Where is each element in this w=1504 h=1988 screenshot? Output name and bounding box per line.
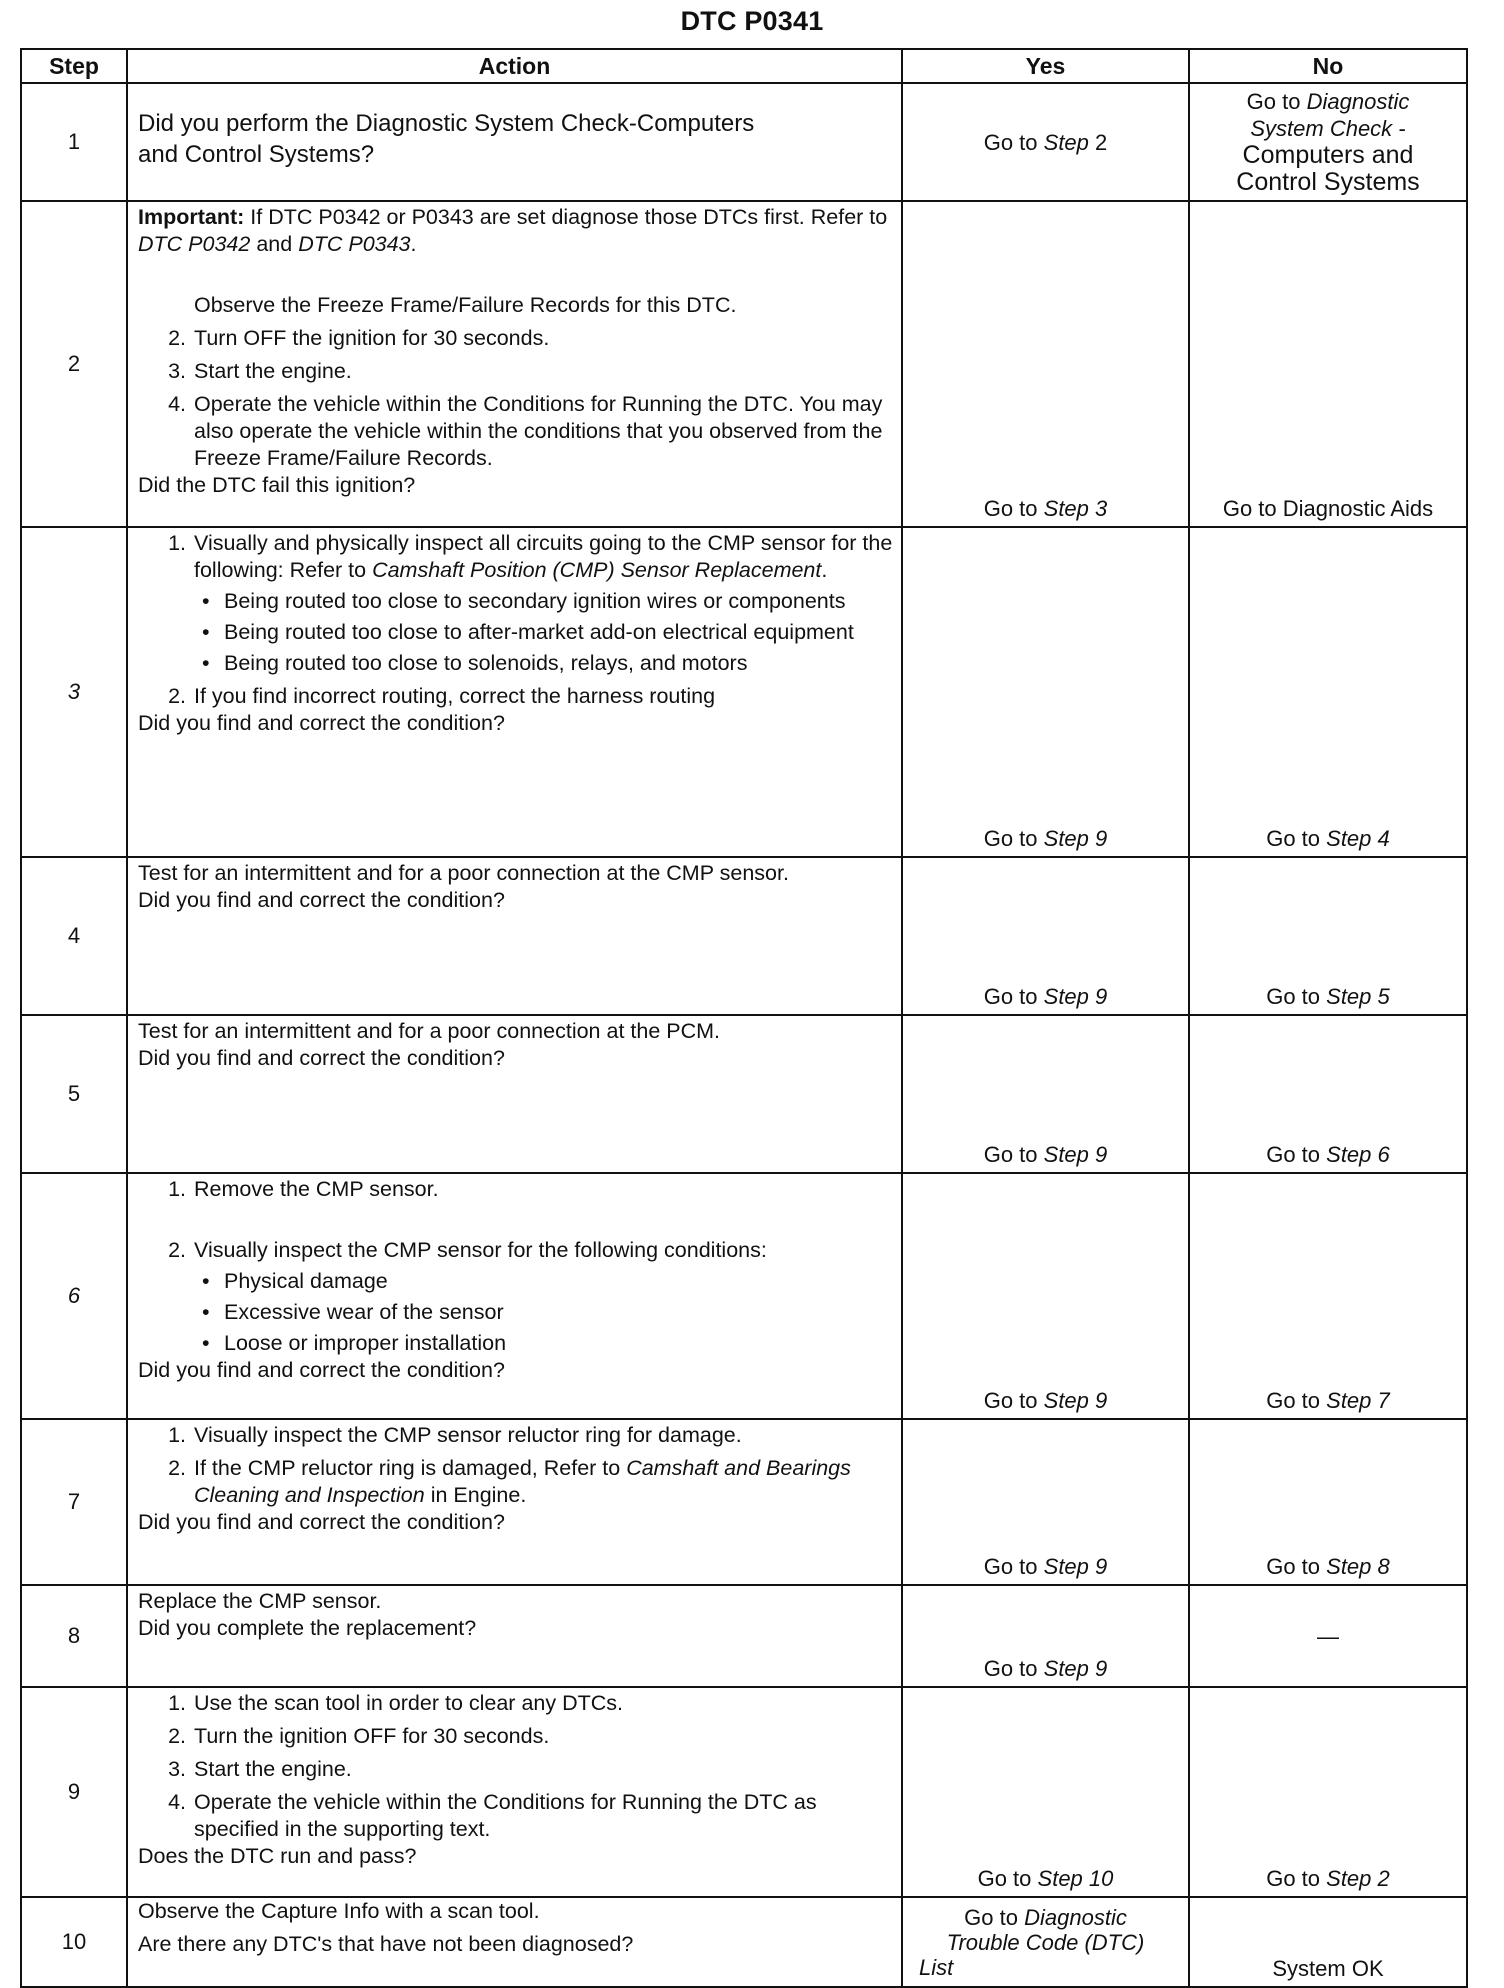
question-text: Are there any DTC's that have not been diagnosed? [138, 1932, 634, 1956]
step-target: 2 [1095, 129, 1108, 155]
step-link-text: Step [1043, 129, 1089, 155]
step-number: 4 [21, 857, 127, 1015]
step-number: 7 [21, 1419, 127, 1585]
table-row [21, 527, 1467, 857]
yes-cell: Go to Step 9 [902, 857, 1189, 1015]
action-text: and Control Systems? [138, 141, 375, 168]
no-cell: Go to Step 4 [1189, 527, 1467, 857]
action-cell [127, 1015, 902, 1173]
yes-cell: Go to Step 9 [902, 1015, 1189, 1173]
yes-cell [902, 201, 1189, 527]
action-cell [127, 527, 902, 857]
question-text: Did you complete the replacement? [138, 1616, 477, 1640]
table-row [21, 1687, 1467, 1897]
go-to-text: Go to [1246, 89, 1301, 114]
list-item: 2. Turn the ignition OFF for 30 seconds. [168, 1724, 550, 1748]
action-cell [127, 1585, 902, 1687]
reference-text: Computers and [1242, 141, 1414, 169]
list-item: 1. Remove the CMP sensor. [168, 1177, 439, 1201]
bullet-item: • Being routed too close to solenoids, relays, and motors [202, 651, 748, 675]
list-item: 2. If the CMP reluctor ring is damaged, Refer to Camshaft and Bearings Cleaning and Inspection in Engine. [168, 1456, 851, 1507]
action-cell [127, 201, 902, 527]
action-text: Observe the Capture Info with a scan tool. [138, 1899, 540, 1923]
question-text: Does the DTC run and pass? [138, 1844, 417, 1868]
action-text: Test for an intermittent and for a poor connection at the PCM. [138, 1019, 721, 1043]
question-text: Did you find and correct the condition? [138, 1510, 505, 1534]
no-cell: Go to Step 6 [1189, 1015, 1467, 1173]
step-number: 10 [21, 1897, 127, 1987]
list-item: 2. Visually inspect the CMP sensor for the following conditions: [168, 1238, 767, 1262]
yes-cell: Go to Step 10 [902, 1687, 1189, 1897]
bullet-item: • Being routed too close to after-market add-on electrical equipment [202, 620, 854, 644]
question-text: Did the DTC fail this ignition? [138, 473, 416, 497]
question-text: Did you find and correct the condition? [138, 888, 505, 912]
no-cell: Go to Diagnostic Aids [1189, 201, 1467, 527]
step-number: 9 [21, 1687, 127, 1897]
step-number: 5 [21, 1015, 127, 1173]
list-item: 3. Start the engine. [168, 1757, 352, 1781]
table-row [21, 1015, 1467, 1173]
header-step: Step [21, 49, 127, 83]
table-row [21, 83, 1467, 201]
page-title: DTC P0341 [680, 6, 824, 36]
yes-cell: Go to Step 9 [902, 1419, 1189, 1585]
table-header-row [21, 49, 1467, 83]
action-cell [127, 1897, 902, 1987]
action-text: Test for an intermittent and for a poor connection at the CMP sensor. [138, 861, 789, 885]
list-item: 2. Turn OFF the ignition for 30 seconds. [168, 326, 550, 350]
header-no: No [1189, 49, 1467, 83]
yes-cell: Go to Diagnostic Trouble Code (DTC) List [902, 1897, 1189, 1987]
bullet-item: • Excessive wear of the sensor [202, 1300, 504, 1324]
bullet-item: • Physical damage [202, 1269, 388, 1293]
go-to-text: Go to [983, 129, 1038, 155]
question-text: Did you find and correct the condition? [138, 1358, 505, 1382]
step-link-text: Step [1043, 496, 1089, 521]
no-cell: System OK [1189, 1897, 1467, 1987]
action-text: Did you perform the Diagnostic System Check-Computers [138, 110, 755, 137]
list-item: 1. Use the scan tool in order to clear any DTCs. [168, 1691, 623, 1715]
table-row [21, 1173, 1467, 1419]
action-cell [127, 1173, 902, 1419]
reference-text: System Check - [1250, 116, 1406, 141]
question-text: Did you find and correct the condition? [138, 1046, 505, 1070]
list-item: 2. If you find incorrect routing, correct the harness routing [168, 684, 716, 708]
list-item: 4. Operate the vehicle within the Conditions for Running the DTC as specified in the supporting text. [168, 1790, 817, 1841]
list-item: 4. Operate the vehicle within the Conditions for Running the DTC. You may also operate the vehicle within the conditions that you observed from the Freeze Frame/Failure Records. [168, 392, 883, 470]
no-cell: — [1189, 1585, 1467, 1687]
action-cell [127, 857, 902, 1015]
step-number: 2 [21, 201, 127, 527]
action-cell [127, 1419, 902, 1585]
header-yes: Yes [902, 49, 1189, 83]
yes-cell: Go to Step 9 [902, 1585, 1189, 1687]
no-cell: Go to Step 2 [1189, 1687, 1467, 1897]
go-to-text: Go to [983, 496, 1038, 521]
bullet-item: • Being routed too close to secondary ignition wires or components [202, 589, 846, 613]
diagnostic-table [20, 48, 1468, 1988]
table-row [21, 201, 1467, 527]
action-cell [127, 83, 902, 201]
no-cell [1189, 83, 1467, 201]
step-target: 3 [1095, 496, 1108, 521]
list-item: Observe the Freeze Frame/Failure Records for this DTC. [194, 293, 737, 317]
table-row [21, 1897, 1467, 1987]
action-cell [127, 1687, 902, 1897]
important-note: Important: If DTC P0342 or P0343 are set diagnose those DTCs first. Refer to DTC P0342 and DTC P0343. [138, 205, 888, 256]
list-item: 1. Visually and physically inspect all circuits going to the CMP sensor for the following: Refer to Camshaft Position (CMP) Sensor Replacement. [168, 531, 893, 582]
yes-cell: Go to Step 9 [902, 1173, 1189, 1419]
reference-text: Diagnostic [1306, 89, 1410, 114]
step-number: 8 [21, 1585, 127, 1687]
yes-cell [902, 83, 1189, 201]
step-number: 3 [21, 527, 127, 857]
bullet-item: • Loose or improper installation [202, 1331, 507, 1355]
header-action: Action [127, 49, 902, 83]
question-text: Did you find and correct the condition? [138, 711, 505, 735]
yes-cell: Go to Step 9 [902, 527, 1189, 857]
no-cell: Go to Step 8 [1189, 1419, 1467, 1585]
list-item: 3. Start the engine. [168, 359, 352, 383]
table-row [21, 857, 1467, 1015]
list-item: 1. Visually inspect the CMP sensor reluctor ring for damage. [168, 1423, 742, 1447]
table-row [21, 1419, 1467, 1585]
no-cell: Go to Step 5 [1189, 857, 1467, 1015]
step-number: 1 [21, 83, 127, 201]
table-row [21, 1585, 1467, 1687]
reference-text: Control Systems [1236, 168, 1420, 196]
action-text: Replace the CMP sensor. [138, 1589, 382, 1613]
no-cell: Go to Step 7 [1189, 1173, 1467, 1419]
step-number: 6 [21, 1173, 127, 1419]
